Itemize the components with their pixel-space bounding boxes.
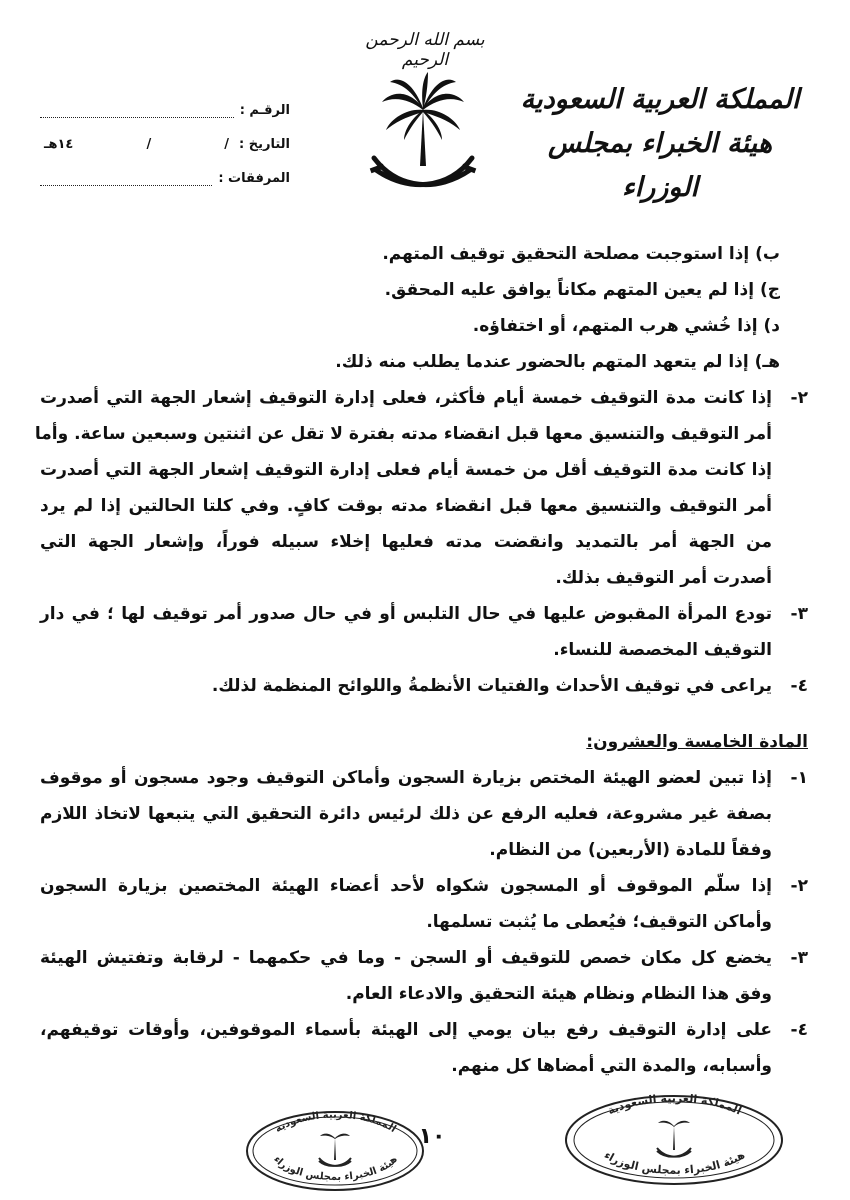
article-item-3 xyxy=(40,940,808,1012)
attachments-label: المرفقات : xyxy=(218,171,290,186)
paragraph-line: أمر التوقيف والتنسيق معها قبل انقضاء مدته بوقت كافٍ. وفي كلتا الحالتين إذا لم يرد xyxy=(40,496,772,516)
paragraph-2 xyxy=(34,380,808,596)
item-number: ١- xyxy=(790,768,808,788)
letterhead-title xyxy=(515,78,805,210)
official-seal-stamp xyxy=(562,1092,787,1187)
attachments-line xyxy=(40,171,212,186)
item-number: ٢- xyxy=(790,876,808,896)
authority-name: هيئة الخبراء بمجلس الوزراء xyxy=(547,128,773,203)
item-number: ٣- xyxy=(790,948,808,968)
item-line: وفق هذا النظام ونظام هيئة التحقيق والادعاء العام. xyxy=(345,984,772,1004)
paragraph-4 xyxy=(40,668,808,704)
svg-text:هيئة الخبراء بمجلس الوزراء: هيئة الخبراء بمجلس الوزراء xyxy=(601,1148,748,1177)
paragraph-line: أصدرت أمر التوقيف بذلك. xyxy=(555,568,772,588)
paragraph-number: ٣- xyxy=(790,604,808,624)
page-number: ١٠ xyxy=(418,1124,446,1149)
attachments-row xyxy=(40,152,290,186)
paragraph-line: من الجهة أمر بالتمديد وانقضت مدته فعليها إخلاء سبيله فوراً، وإشعار الجهة التي xyxy=(40,532,772,552)
paragraph-line: أمر التوقيف والتنسيق معها قبل انقضاء مدته بفترة لا تقل عن اثنتين وسبعين ساعة. وأما xyxy=(34,424,772,444)
item-line: وأماكن التوقيف؛ فيُعطى ما يُثبت تسلمها. xyxy=(426,912,772,932)
list-item: ب) إذا استوجبت مصلحة التحقيق توقيف المتهم. xyxy=(382,244,780,264)
list-item: ج) إذا لم يعين المتهم مكاناً يوافق عليه المحقق. xyxy=(384,280,780,300)
svg-text:هيئة الخبراء بمجلس الوزراء: هيئة الخبراء بمجلس الوزراء xyxy=(271,1154,400,1183)
saudi-emblem-icon xyxy=(368,70,478,200)
article-item-1 xyxy=(40,760,808,868)
paragraph-line: إذا كانت مدة التوقيف خمسة أيام فأكثر، فعلى إدارة التوقيف إشعار الجهة التي أصدرت xyxy=(40,388,772,408)
document-body xyxy=(34,236,808,1084)
basmala: بسم الله الرحمن الرحيم xyxy=(365,30,485,70)
item-number: ٤- xyxy=(790,1020,808,1040)
item-line: إذا تبين لعضو الهيئة المختص بزيارة السجون وأماكن التوقيف وجود مسجون أو موقوف xyxy=(40,768,772,788)
date-slash: / xyxy=(224,137,230,152)
item-line: يخضع كل مكان خصص للتوقيف أو السجن - وما في حكمهما - لرقابة وتفتيش الهيئة xyxy=(40,948,772,968)
paragraph-line: يراعى في توقيف الأحداث والفتيات الأنظمةُ واللوائح المنظمة لذلك. xyxy=(211,676,772,696)
official-seal-stamp xyxy=(243,1108,428,1193)
item-line: على إدارة التوقيف رفع بيان يومي إلى الهيئة بأسماء الموقوفين، وأوقات توقيفهم، xyxy=(40,1020,772,1040)
date-year: ١٤هـ xyxy=(44,137,74,152)
article-heading: المادة الخامسة والعشرون: xyxy=(586,732,808,752)
paragraph-line: تودع المرأة المقبوض عليها في حال التلبس أو في حال صدور أمر توقيف لها ؛ في دار xyxy=(40,604,772,624)
svg-text:المملكة العربية السعودية: المملكة العربية السعودية xyxy=(273,1109,398,1136)
item-line: بصفة غير مشروعة، فعليه الرفع عن ذلك لرئيس دائرة التحقيق التي يتبعها لاتخاذ اللازم xyxy=(40,804,772,824)
date-label: التاريخ : xyxy=(239,137,290,152)
paragraph-3 xyxy=(40,596,808,668)
paragraph-line: التوقيف المخصصة للنساء. xyxy=(553,640,772,660)
article-item-2 xyxy=(40,868,808,940)
item-line: وأسبابه، والمدة التي أمضاها كل منهم. xyxy=(451,1056,772,1076)
date-value xyxy=(40,137,229,152)
item-line: إذا سلّم الموقوف أو المسجون شكواه لأحد أعضاء الهيئة المختصين بزيارة السجون xyxy=(40,876,772,896)
list-item: هـ) إذا لم يتعهد المتهم بالحضور عندما يطلب منه ذلك. xyxy=(335,352,780,372)
date-slash: / xyxy=(146,137,152,152)
reference-line xyxy=(40,103,234,118)
paragraph-line: إذا كانت مدة التوقيف أقل من خمسة أيام فعلى إدارة التوقيف إشعار الجهة التي أصدرت xyxy=(40,460,772,480)
svg-text:المملكة العربية السعودية: المملكة العربية السعودية xyxy=(605,1092,744,1118)
reference-number-row xyxy=(40,84,290,118)
reference-block xyxy=(40,84,290,186)
kingdom-name: المملكة العربية السعودية xyxy=(520,84,800,115)
list-item: د) إذا خُشي هرب المتهم، أو اختفاؤه. xyxy=(472,316,780,336)
article-item-4 xyxy=(40,1012,808,1084)
date-row xyxy=(40,118,290,152)
paragraph-number: ٤- xyxy=(790,676,808,696)
reference-label: الرقـم : xyxy=(239,103,290,118)
paragraph-number: ٢- xyxy=(790,388,808,408)
item-line: وفقاً للمادة (الأربعين) من النظام. xyxy=(489,840,772,860)
